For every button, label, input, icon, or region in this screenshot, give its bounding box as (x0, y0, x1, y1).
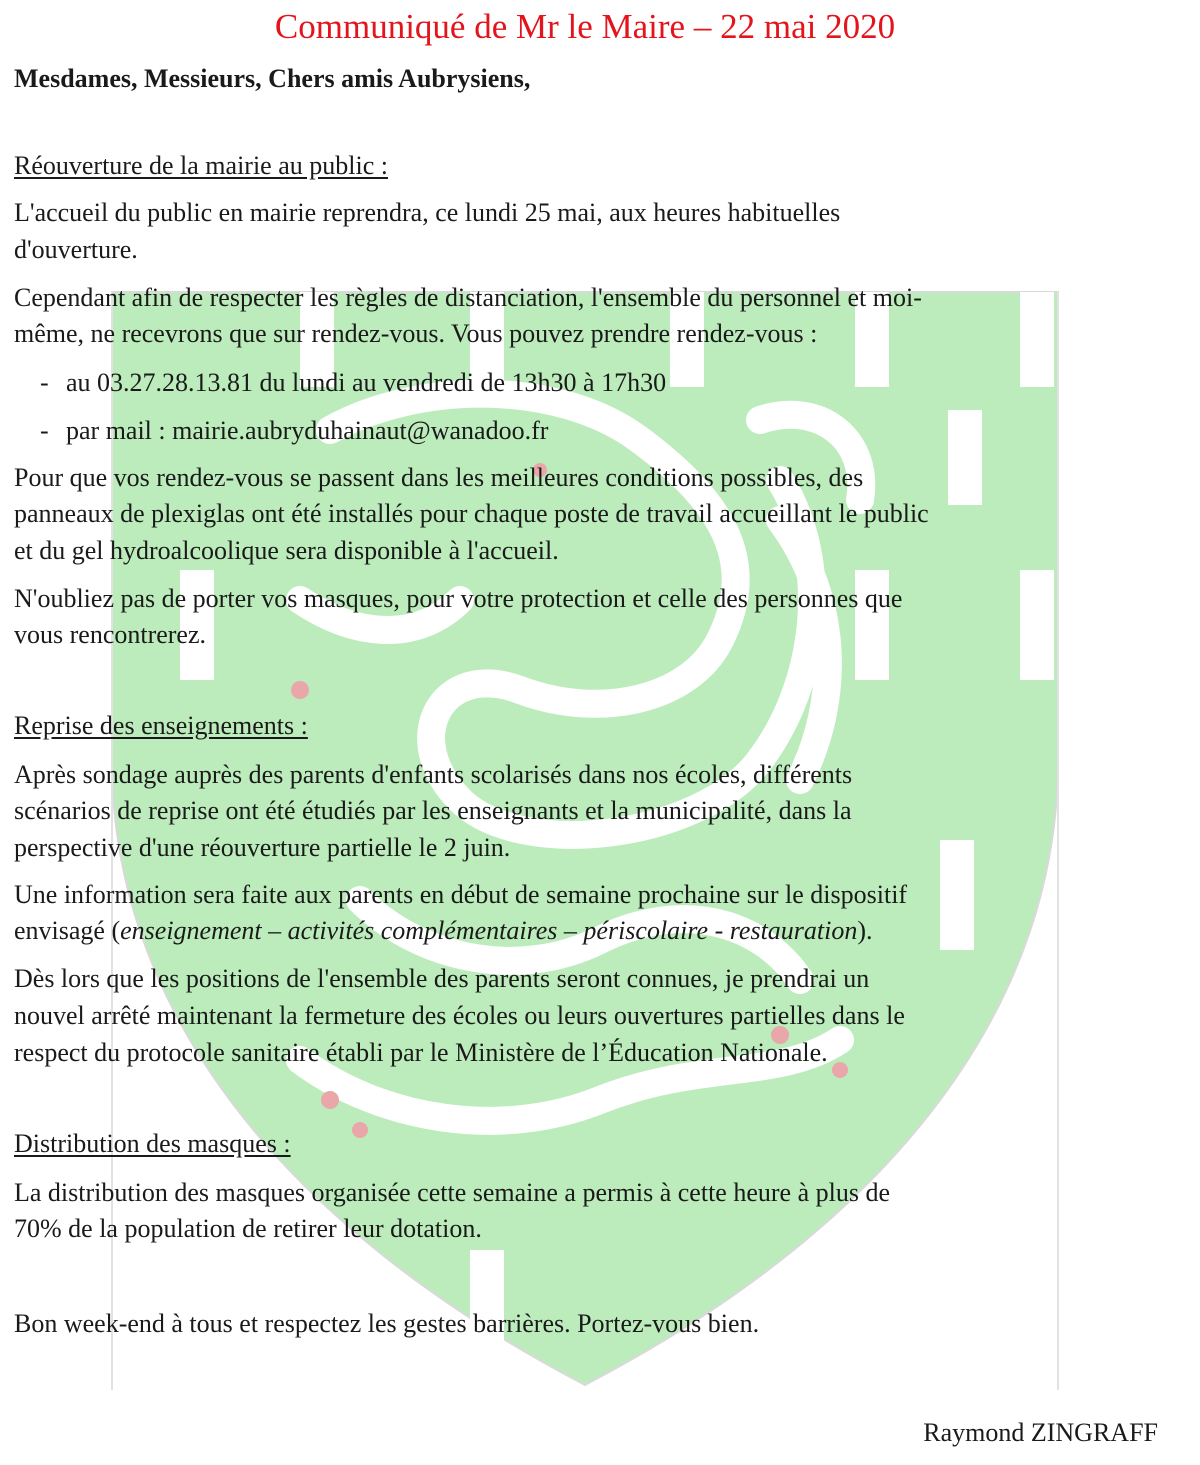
paragraph-line: La distribution des masques organisée cette semaine a permis à cette heure à plus de (14, 1178, 890, 1207)
paragraph-line: 70% de la population de retirer leur dotation. (14, 1214, 482, 1243)
list-item (40, 365, 666, 401)
paragraph-line: panneaux de plexiglas ont été installés pour chaque poste de travail accueillant le public (14, 499, 929, 528)
paragraph-line: scénarios de reprise ont été étudiés par les enseignants et la municipalité, dans la (14, 796, 852, 825)
section-heading-masques: Distribution des masques : (14, 1129, 291, 1158)
italic-fragment: enseignement – activités complémentaires – périscolaire - restauration (120, 916, 858, 945)
paragraph-line: Une information sera faite aux parents en début de semaine prochaine sur le dispositif (14, 880, 908, 909)
paragraph-line: perspective d'une réouverture partielle le 2 juin. (14, 833, 511, 862)
paragraph-line: Dès lors que les positions de l'ensemble des parents seront connues, je prendrai un (14, 964, 870, 993)
list-item-text: par mail : mairie.aubryduhainaut@wanadoo.fr (66, 416, 549, 445)
paragraph-line: d'ouverture. (14, 235, 138, 264)
text-fragment: envisagé ( (14, 916, 121, 945)
signature: Raymond ZINGRAFF (923, 1418, 1158, 1447)
paragraph-line: Cependant afin de respecter les règles de distanciation, l'ensemble du personnel et moi- (14, 283, 922, 312)
paragraph-line: Pour que vos rendez-vous se passent dans les meilleures conditions possibles, des (14, 463, 864, 492)
bullet-dash: - (40, 416, 49, 445)
paragraph-line: vous rencontrerez. (14, 620, 207, 649)
section-heading-mairie: Réouverture de la mairie au public : (14, 151, 388, 180)
list-item-text: au 03.27.28.13.81 du lundi au vendredi de 13h30 à 17h30 (66, 368, 667, 397)
bullet-dash: - (40, 368, 49, 397)
paragraph-line: Après sondage auprès des parents d'enfants scolarisés dans nos écoles, différents (14, 760, 853, 789)
page-title: Communiqué de Mr le Maire – 22 mai 2020 (274, 7, 896, 46)
paragraph-line: et du gel hydroalcoolique sera disponible à l'accueil. (14, 536, 559, 565)
paragraph-line-italic (14, 913, 873, 949)
text-fragment: ). (857, 916, 873, 945)
paragraph-line: respect du protocole sanitaire établi par le Ministère de l’Éducation Nationale. (14, 1038, 828, 1067)
list-item (40, 413, 548, 449)
paragraph-line: N'oubliez pas de porter vos masques, pour votre protection et celle des personnes que (14, 584, 903, 613)
greeting: Mesdames, Messieurs, Chers amis Aubrysiens, (14, 64, 531, 93)
paragraph-line: L'accueil du public en mairie reprendra, ce lundi 25 mai, aux heures habituelles (14, 198, 841, 227)
paragraph-line: même, ne recevrons que sur rendez-vous. Vous pouvez prendre rendez-vous : (14, 319, 818, 348)
paragraph-line: nouvel arrêté maintenant la fermeture des écoles ou leurs ouvertures partielles dans le (14, 1001, 905, 1030)
closing-line: Bon week-end à tous et respectez les gestes barrières. Portez-vous bien. (14, 1309, 760, 1338)
section-heading-enseignements: Reprise des enseignements : (14, 711, 308, 740)
